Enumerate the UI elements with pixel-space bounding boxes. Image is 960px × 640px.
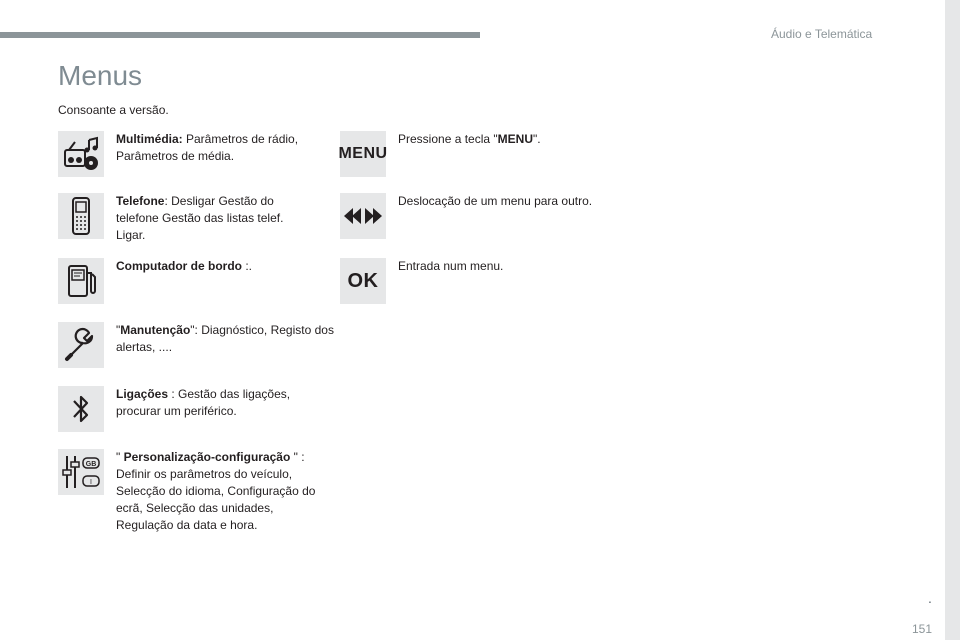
- side-strip: [945, 0, 960, 640]
- svg-text:I: I: [90, 479, 92, 486]
- menu-item-description: Multimédia: Parâmetros de rádio, Parâmetros de média.: [116, 132, 299, 163]
- menu-item-description: Telefone: Desligar Gestão do telefone Gestão das listas telef. Ligar.: [116, 194, 284, 242]
- menu-item-multimedia: [58, 131, 316, 177]
- menu-item-settings: [58, 449, 316, 534]
- menu-item-description: Computador de bordo :.: [116, 259, 253, 273]
- ok-key-icon: OK: [340, 258, 386, 304]
- settings-icon: [58, 449, 104, 495]
- header-bar: [0, 32, 480, 38]
- menu-item-connections: [58, 386, 316, 432]
- menu-item-description: Ligações : Gestão das ligações, procurar um periférico.: [116, 387, 291, 418]
- page-title: Menus: [58, 60, 143, 91]
- menu-item-description: " Personalização-configuração " : Definir os parâmetros do veículo, Selecção do idioma, Configuração do ecrã, Selecção das unidades, Regulação da data e hora.: [116, 450, 316, 532]
- trip-computer-icon: [58, 258, 104, 304]
- page-marker: .: [928, 590, 932, 606]
- menu-item-description: "Manutenção": Diagnóstico, Registo dos alertas, ....: [116, 323, 334, 354]
- phone-icon: [58, 193, 104, 239]
- instruction-text: Deslocação de um menu para outro.: [398, 194, 593, 208]
- svg-text:GB: GB: [85, 461, 97, 468]
- menu-item-telephone: [58, 193, 316, 244]
- wrench-icon: [58, 322, 104, 368]
- instruction-menu-key: [340, 131, 658, 177]
- intro-text: Consoante a versão.: [58, 103, 169, 117]
- page-number: 151: [912, 622, 933, 636]
- menu-key-icon: MENU: [340, 131, 386, 177]
- section-label: Áudio e Telemática: [771, 27, 873, 41]
- instruction-text: Entrada num menu.: [398, 259, 504, 273]
- bluetooth-icon: [58, 386, 104, 432]
- media-icon: [58, 131, 104, 177]
- menu-item-trip-computer: [58, 258, 316, 304]
- instruction-text: Pressione a tecla "MENU".: [398, 132, 541, 146]
- arrows-icon: [340, 193, 386, 239]
- menu-item-maintenance: [58, 322, 376, 368]
- instruction-ok-key: [340, 258, 658, 304]
- instruction-arrows: [340, 193, 658, 239]
